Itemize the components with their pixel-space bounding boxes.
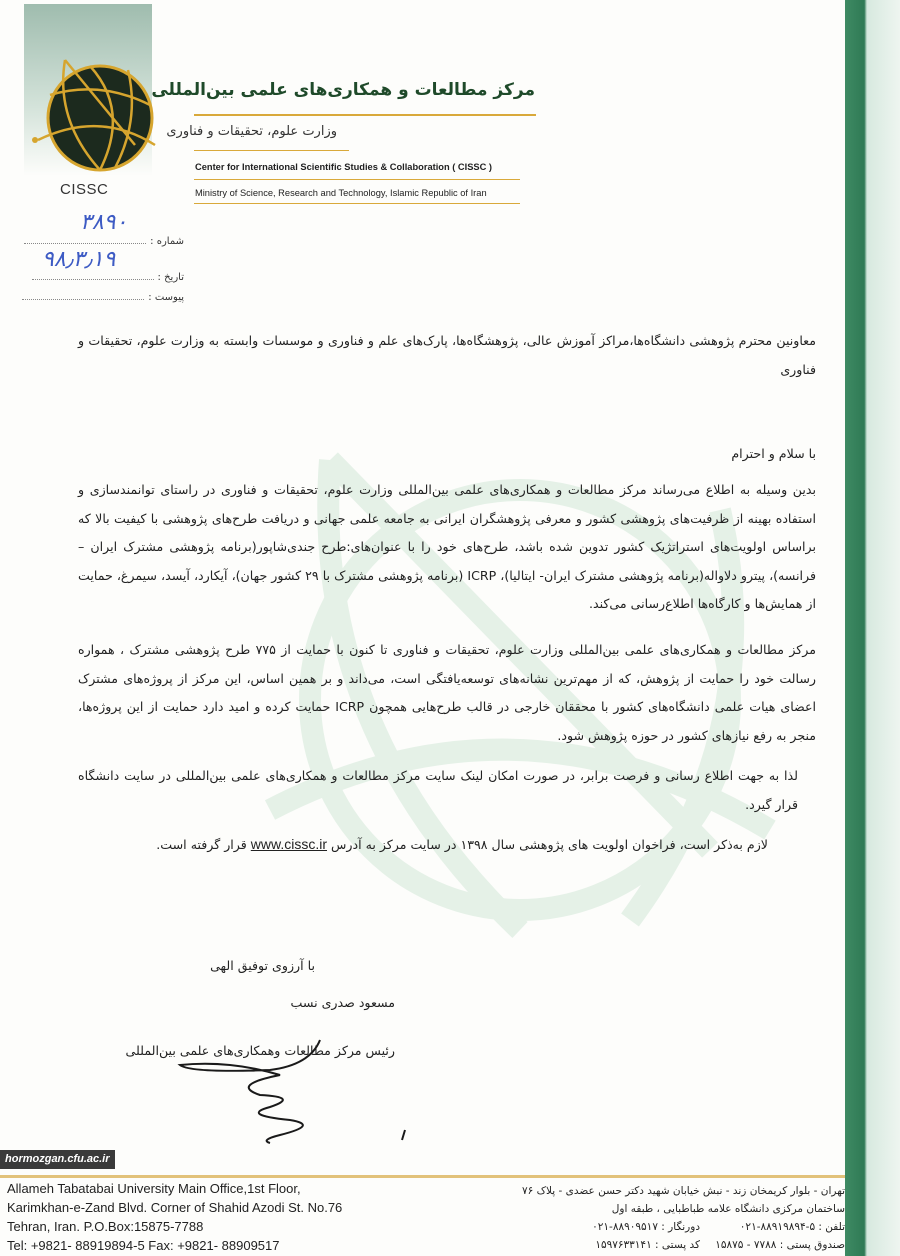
date-dots [32, 279, 154, 280]
header-title-fa: مرکز مطالعات و همکاری‌های علمی بین‌المللی [151, 80, 535, 100]
cissc-website-link[interactable]: www.cissc.ir [250, 836, 328, 852]
header-subtitle-fa: وزارت علوم، تحقیقات و فناوری [166, 124, 337, 139]
footer-phone-fa: تلفن : ۵-۸۸۹۱۹۸۹۴-۰۲۱ [739, 1221, 845, 1233]
date-field [32, 272, 184, 284]
paragraph-1-text: بدین وسیله به اطلاع می‌رساند مرکز مطالعات و همکاری‌های علمی بین‌المللی وزارت علوم، تحقیقات و فناوری در راستای توانمندسازی و استفاده بهینه از ظرفیت‌های پژوهشی کشور و معرفی پژوهشگران ایرانی به جامعه علمی جهانی و دریافت طرح‌های پژوهشی با کیفیت بالا که براساس اولویت‌های استراتژیک کشور تدوین شده باشد، طرح‌های خود را با عنوان‌های:طرح جندی‌شاپور(برنامه پژوهشی مشترک ایران – فرانسه)، پیترو دلاواله(برنامه پژوهشی مشترک ایران- ایتالیا)، ICRP (برنامه پژوهشی مشترک با ۲۹ کشور جهان)، آیکارد، آیسد، سیمرغ، حمایت از همایش‌ها و کارگاه‌ها اطلاع‌رسانی می‌کند. [78, 482, 817, 611]
paragraph-4-text: لازم به‌ذکر است، فراخوان اولویت های پژوهشی سال ۱۳۹۸ در سایت مرکز به آدرس [331, 837, 768, 852]
footer-postal-fa: کد پستی : ۱۵۹۷۶۳۳۱۴۱ [595, 1239, 700, 1251]
footer-address-en-3: Tehran, Iran. P.O.Box:15875-7788 [7, 1219, 204, 1234]
green-side-band [845, 0, 900, 1256]
footer-address-en-2: Karimkhan-e-Zand Blvd. Corner of Shahid Azodi St. No.76 [7, 1200, 343, 1215]
footer-address-en-1: Allameh Tabatabai University Main Office,1st Floor, [7, 1181, 301, 1196]
letter-paragraph-4 [78, 830, 768, 860]
handwritten-date: ۹۸٫۳٫۱۹ [42, 247, 116, 272]
footer-divider [0, 1175, 845, 1178]
paragraph-3-text: لذا به جهت اطلاع رسانی و فرصت برابر، در صورت امکان لینک سایت مرکز مطالعات و همکاری‌های علمی بین‌المللی در سایت دانشگاه قرار گیرد. [78, 768, 798, 812]
letter-paragraph-2 [78, 636, 816, 750]
closing-text: با آرزوی توفیق الهی [210, 958, 315, 973]
letter-recipient [78, 327, 816, 384]
site-watermark-badge: hormozgan.cfu.ac.ir [0, 1150, 115, 1169]
footer-address-fa-2: ساختمان مرکزی دانشگاه علامه طباطبایی ، طبقه اول [611, 1203, 845, 1215]
letter-paragraph-3 [78, 762, 798, 819]
handwritten-signature [170, 1035, 420, 1145]
handwritten-number: ۳۸۹۰ [80, 210, 128, 235]
recipient-text: معاونین محترم پژوهشی دانشگاه‌ها،مراکز آموزش عالی، پژوهشگاه‌ها، پارک‌های علم و فناوری و موسسات وابسته به وزارت علوم، تحقیقات و فناوری [78, 333, 816, 377]
logo-text: CISSC [60, 181, 109, 198]
letter-greeting [78, 440, 816, 469]
number-dots [24, 243, 146, 244]
number-label: شماره : [150, 236, 184, 247]
footer-address-fa-1: تهران - بلوار کریمخان زند - نبش خیابان شهید دکتر حسن عضدی - پلاک ۷۶ [521, 1185, 845, 1197]
letter-paragraph-1 [78, 476, 816, 619]
footer-pobox-fa: صندوق پستی : ۷۷۸۸ - ۱۵۸۷۵ [715, 1239, 845, 1251]
header-subtitle-en: Ministry of Science, Research and Technology, Islamic Republic of Iran [195, 188, 487, 198]
attachment-label: پیوست : [148, 292, 184, 303]
header-divider [194, 203, 520, 204]
header-divider [194, 114, 536, 116]
paragraph-2-text: مرکز مطالعات و همکاری‌های علمی بین‌المللی وزارت علوم، تحقیقات و فناوری تا کنون با حمایت از ۷۷۵ طرح پژوهشی مشترک ، همواره رسالت خود را حمایت از پژوهش، که از مهم‌ترین نشانه‌های توسعه‌یافتگی است، می‌داند و بر همین اساس، این مرکز از پروژه‌های مشترک اعضای هیات علمی دانشگاه‌های کشور با محققان خارجی در قالب طرح‌هایی همچون ICRP حمایت کرده و امید دارد حمایت از این پروژه‌ها، منجر به رفع نیازهای کشور در حوزه پژوهش شود. [78, 642, 816, 743]
date-label: تاریخ : [157, 272, 184, 283]
footer-phone-en: Tel: +9821- 88919894-5 Fax: +9821- 88909517 [7, 1238, 280, 1253]
paragraph-4-text-end: قرار گرفته است. [156, 837, 247, 852]
attachment-field [22, 292, 184, 304]
attachment-dots [22, 299, 144, 300]
header-divider [194, 150, 349, 151]
footer-fax-fa: دورنگار : ۸۸۹۰۹۵۱۷-۰۲۱ [592, 1221, 700, 1233]
header-divider [194, 179, 520, 180]
header-title-en: Center for International Scientific Studies & Collaboration ( CISSC ) [195, 162, 493, 172]
cissc-globe-logo [30, 50, 160, 175]
signer-position: رئیس مرکز مطالعات وهمکاری‌های علمی بین‌المللی [125, 1043, 395, 1058]
greeting-text: با سلام و احترام [731, 446, 816, 461]
signer-name: مسعود صدری نسب [290, 995, 395, 1010]
